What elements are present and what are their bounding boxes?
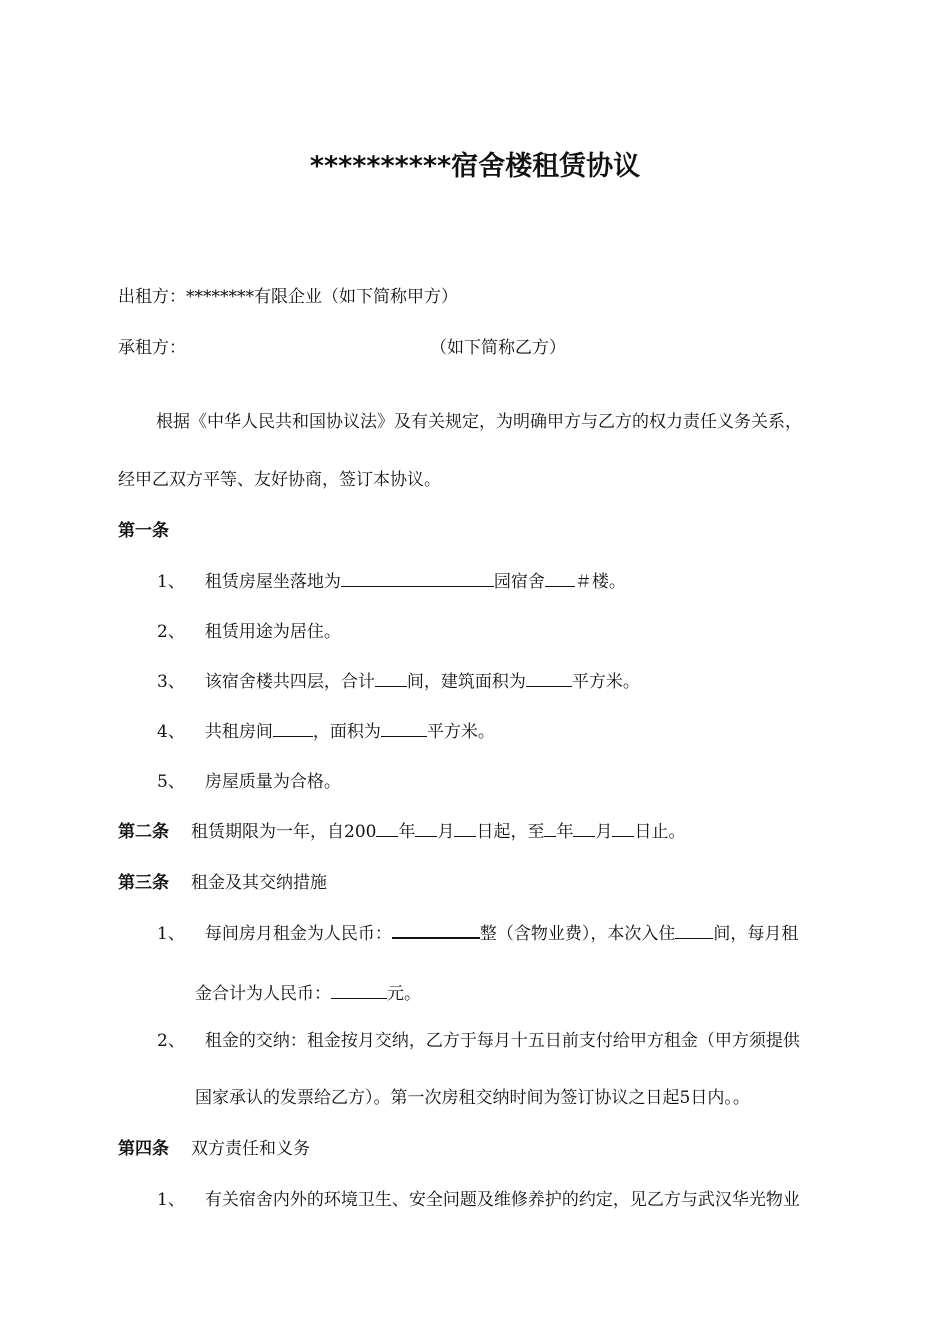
blank-field[interactable]: [331, 983, 387, 999]
article-4-header: [118, 1138, 310, 1160]
item-text: 元。: [387, 984, 421, 1004]
blank-field[interactable]: [526, 671, 572, 687]
article-1-item-4: [157, 721, 495, 743]
article-3-heading: 第三条: [118, 873, 169, 893]
document-title: **********宿舍楼租赁协议: [309, 151, 641, 182]
intro-line-2: 经甲乙双方平等、友好协商，签订本协议。: [118, 470, 441, 490]
item-number: 4、: [157, 722, 185, 742]
article-2-text: 年: [556, 822, 574, 842]
item-number: 1、: [157, 572, 185, 592]
article-1-item-5: [157, 771, 341, 793]
article-3-item-1-cont: [195, 983, 421, 1005]
article-3-item-2-cont: 国家承认的发票给乙方）。第一次房租交纳时间为签订协议之日起5日内。。: [195, 1088, 750, 1108]
item-text: 每间房月租金为人民币：: [204, 924, 392, 944]
article-2-text: 月: [595, 822, 613, 842]
article-1-item-2: [157, 621, 341, 643]
item-text: 有关宿舍内外的环境卫生、安全问题及维修养护的约定，见乙方与武汉华光物业: [204, 1190, 800, 1210]
blank-field[interactable]: [454, 821, 476, 837]
item-text: ，面积为: [312, 722, 381, 742]
item-text: 房屋质量为合格。: [204, 772, 341, 792]
blank-field[interactable]: [675, 923, 713, 939]
item-number: 3、: [157, 672, 185, 692]
blank-field[interactable]: [612, 821, 634, 837]
item-number: 2、: [157, 622, 185, 642]
item-text: 间，建筑面积为: [406, 672, 526, 692]
blank-field[interactable]: [544, 821, 556, 837]
article-4-item-1: [157, 1189, 800, 1211]
item-text: 平方米。: [571, 672, 640, 692]
item-text: 共租房间: [204, 722, 273, 742]
item-number: 2、: [157, 1031, 185, 1051]
blank-field[interactable]: [341, 571, 494, 587]
item-text: 园宿舍: [493, 572, 545, 592]
blank-field[interactable]: [392, 922, 480, 939]
lessee-label: 承租方：: [118, 338, 186, 358]
article-3-header: [118, 872, 327, 894]
item-number: 1、: [157, 1190, 185, 1210]
blank-field[interactable]: [375, 671, 407, 687]
item-text: ＃楼。: [574, 572, 626, 592]
item-text: 平方米。: [426, 722, 495, 742]
item-text: 间，每月租: [713, 924, 799, 944]
article-3-item-2: [157, 1030, 800, 1052]
article-2-text: 年: [398, 822, 416, 842]
blank-field[interactable]: [415, 821, 437, 837]
blank-field[interactable]: [545, 571, 575, 587]
article-1-item-1: [157, 571, 626, 593]
blank-field[interactable]: [273, 721, 313, 737]
lessee-suffix: （如下简称乙方）: [430, 338, 566, 358]
article-2-heading: 第二条: [118, 822, 169, 842]
item-text: 租赁房屋坐落地为: [204, 572, 341, 592]
article-2-text: 月: [437, 822, 455, 842]
article-2-text: 日止。: [634, 822, 686, 842]
item-text: 金合计为人民币：: [195, 984, 331, 1004]
item-text: 租金的交纳：租金按月交纳，乙方于每月十五日前支付给甲方租金（甲方须提供: [204, 1031, 800, 1051]
article-2: [118, 821, 685, 843]
article-4-subtitle: 双方责任和义务: [191, 1139, 310, 1159]
blank-field[interactable]: [573, 821, 595, 837]
article-3-subtitle: 租金及其交纳措施: [191, 873, 327, 893]
blank-field[interactable]: [376, 821, 398, 837]
item-text: 该宿舍楼共四层，合计: [204, 672, 375, 692]
article-2-text: 租赁期限为一年，自200: [191, 822, 377, 842]
article-1-item-3: [157, 671, 640, 693]
item-number: 5、: [157, 772, 185, 792]
item-number: 1、: [157, 924, 185, 944]
blank-field[interactable]: [381, 721, 427, 737]
intro-line-1: 根据《中华人民共和国协议法》及有关规定，为明确甲方与乙方的权力责任义务关系，: [156, 412, 802, 432]
lessor-line: 出租方：********有限企业（如下简称甲方）: [118, 287, 458, 307]
item-text: 整（含物业费），本次入住: [479, 924, 676, 944]
article-4-heading: 第四条: [118, 1139, 169, 1159]
article-1-heading: 第一条: [118, 521, 169, 541]
item-text: 租赁用途为居住。: [204, 622, 341, 642]
article-3-item-1: [157, 922, 798, 945]
article-2-text: 日起，至: [476, 822, 545, 842]
